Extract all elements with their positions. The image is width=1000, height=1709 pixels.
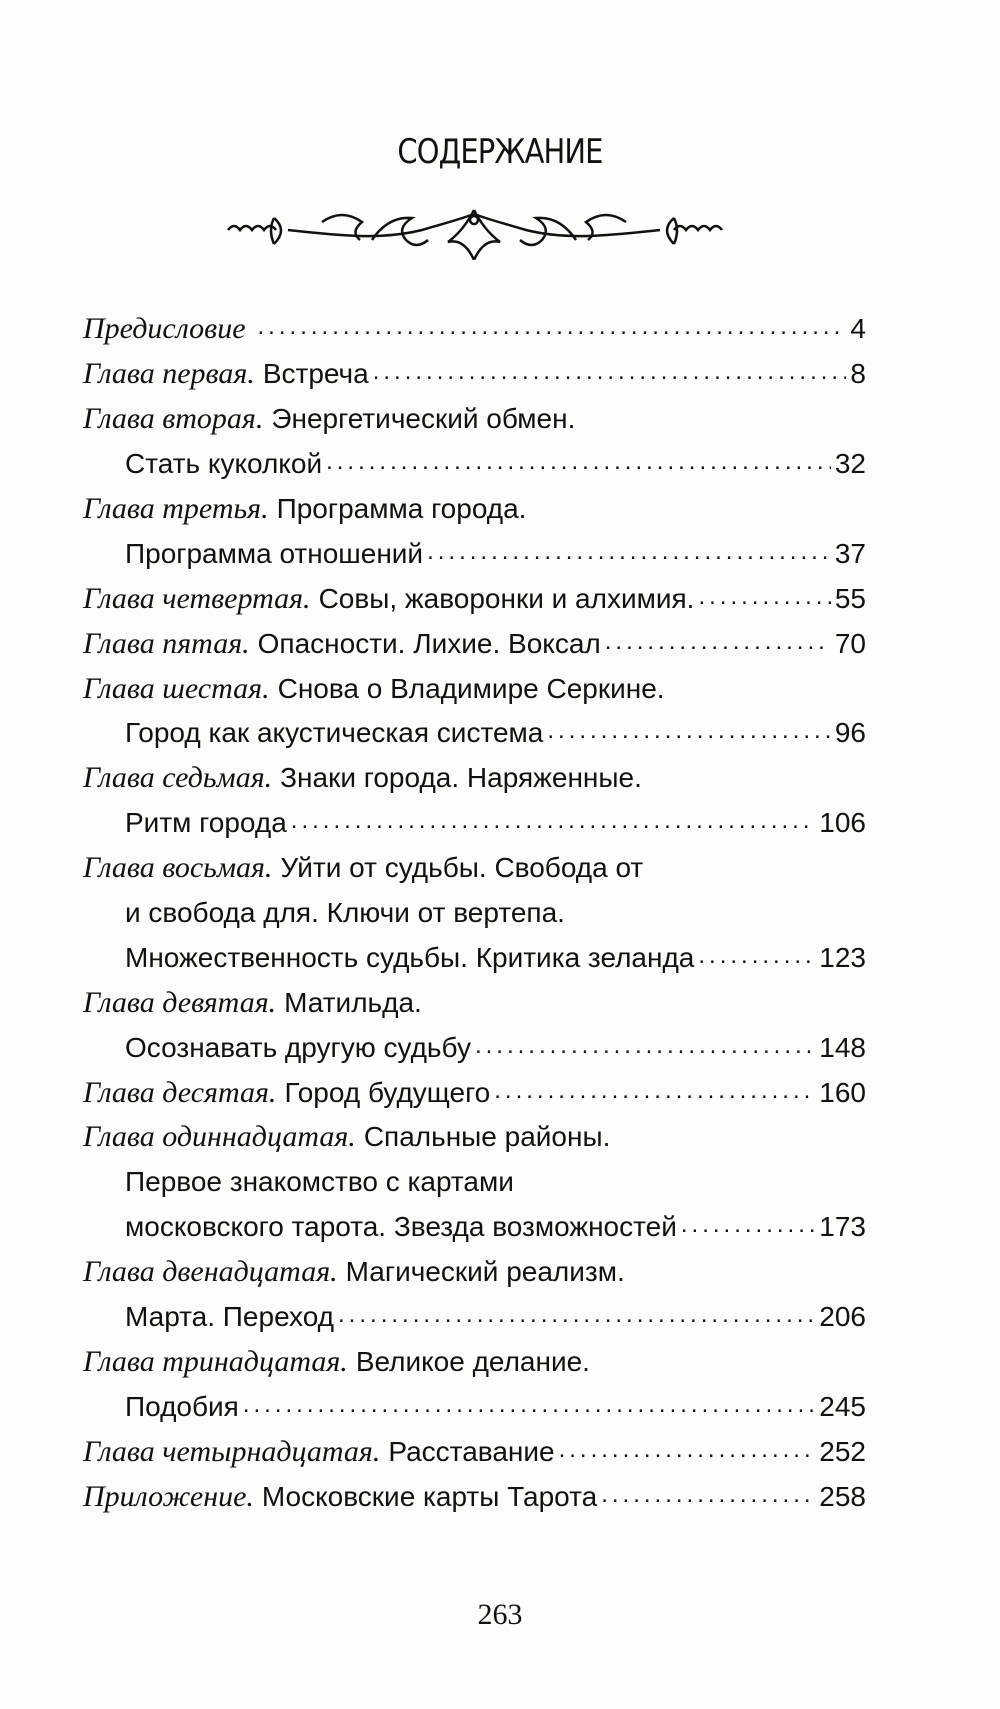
page-title: СОДЕРЖАНИЕ	[397, 132, 603, 172]
leader-dots	[475, 1034, 815, 1062]
chapter-title: Программа города.	[276, 493, 527, 524]
toc-entry	[83, 980, 866, 1025]
toc-entry	[83, 801, 866, 846]
page-reference: 206	[819, 1301, 866, 1333]
leader-dots	[559, 1438, 816, 1466]
page-reference: 258	[819, 1480, 866, 1512]
chapter-label: Глава вторая.	[83, 402, 264, 436]
toc-entry	[83, 352, 866, 397]
toc-entry	[83, 307, 866, 352]
chapter-title: Энергетический обмен.	[271, 403, 576, 435]
chapter-title: Встреча	[262, 358, 369, 390]
chapter-title: Расставание	[388, 1435, 555, 1467]
toc-entry	[83, 1250, 866, 1295]
toc-entry	[83, 397, 866, 442]
leader-dots	[291, 809, 816, 837]
toc-entry	[83, 1025, 866, 1070]
chapter-label: Глава девятая.	[83, 985, 277, 1019]
chapter-title: Магический реализм.	[345, 1256, 625, 1288]
page-reference: 32	[834, 448, 866, 480]
page-reference: 148	[819, 1031, 866, 1063]
leader-dots	[681, 1213, 815, 1241]
toc-entry	[83, 531, 866, 576]
chapter-title: и свобода для. Ключи от вертепа.	[125, 897, 565, 929]
toc-entry	[83, 1295, 866, 1340]
chapter-title: московского тарота. Звезда возможностей	[125, 1211, 677, 1243]
page-reference: 160	[819, 1076, 866, 1108]
page-reference: 96	[834, 717, 866, 749]
toc-entry	[83, 756, 866, 801]
chapter-label: Глава первая.	[83, 357, 255, 391]
toc-entry	[83, 1384, 866, 1429]
leader-dots	[427, 540, 831, 568]
chapter-label: Глава тринадцатая.	[83, 1344, 348, 1378]
chapter-title: Множественность судьбы. Критика зеланда	[125, 941, 695, 973]
page-reference: 123	[819, 941, 866, 973]
chapter-title: Уйти от судьбы. Свобода от	[280, 852, 644, 884]
chapter-title: Опасности. Лихие. Воксал	[257, 627, 601, 659]
chapter-title: Великое делание.	[355, 1345, 590, 1377]
chapter-label: Глава восьмая.	[83, 851, 273, 885]
chapter-title: Московские карты Тарота	[261, 1480, 598, 1512]
toc-entry	[83, 1160, 866, 1205]
page-reference: 252	[819, 1435, 866, 1467]
chapter-title: Программа отношений	[125, 537, 424, 569]
page-reference: 70	[834, 627, 866, 659]
chapter-title: Спальные районы.	[363, 1121, 611, 1153]
page-reference: 4	[850, 313, 866, 345]
leader-dots	[698, 944, 815, 972]
leader-dots	[547, 719, 830, 747]
chapter-label: Глава одиннадцатая.	[83, 1120, 356, 1154]
chapter-label: Глава четвертая.	[83, 581, 311, 615]
leader-dots	[326, 450, 831, 478]
chapter-title: Знаки города. Наряженные.	[280, 762, 642, 794]
table-of-contents	[83, 307, 866, 1519]
toc-entry	[83, 891, 866, 936]
leader-dots	[601, 1483, 815, 1511]
chapter-title: Осознавать другую судьбу	[125, 1031, 471, 1063]
chapter-label: Глава седьмая.	[83, 761, 273, 795]
toc-entry	[83, 621, 866, 666]
toc-entry	[83, 666, 866, 711]
toc-entry	[83, 1205, 866, 1250]
leader-dots	[373, 360, 847, 388]
leader-dots	[494, 1079, 815, 1107]
page-reference: 173	[819, 1211, 866, 1243]
leader-dots	[605, 630, 831, 658]
chapter-label: Глава пятая.	[83, 626, 250, 660]
toc-entry	[83, 1474, 866, 1519]
toc-entry	[83, 1429, 866, 1474]
leader-dots	[243, 1393, 815, 1421]
chapter-label: Предисловие	[83, 312, 246, 346]
toc-entry	[83, 1115, 866, 1160]
chapter-title: Город будущего	[284, 1076, 491, 1108]
chapter-label: Приложение.	[83, 1479, 254, 1513]
chapter-label: Глава десятая.	[83, 1075, 277, 1109]
page-reference: 245	[819, 1390, 866, 1422]
toc-entry	[83, 487, 866, 532]
chapter-title: Совы, жаворонки и алхимия.	[318, 582, 695, 614]
leader-dots	[338, 1303, 815, 1331]
chapter-label: Глава четырнадцатая.	[83, 1434, 381, 1468]
floral-ornament-icon	[222, 200, 726, 260]
toc-entry	[83, 1070, 866, 1115]
page-reference: 106	[819, 807, 866, 839]
chapter-label: Глава шестая.	[83, 671, 270, 705]
leader-dots	[698, 585, 830, 613]
chapter-title: Ритм города	[125, 807, 287, 839]
chapter-title: Город как акустическая система	[125, 717, 544, 749]
chapter-title: Подобия	[125, 1390, 239, 1422]
page-reference: 37	[834, 537, 866, 569]
chapter-title: Стать куколкой	[125, 448, 323, 480]
toc-entry	[83, 576, 866, 621]
chapter-title: Матильда.	[284, 986, 422, 1018]
toc-entry	[83, 935, 866, 980]
toc-entry	[83, 711, 866, 756]
chapter-label: Глава двенадцатая.	[83, 1255, 338, 1289]
toc-entry	[83, 442, 866, 487]
page-reference: 55	[834, 582, 866, 614]
chapter-title: Снова о Владимире Серкине.	[277, 672, 665, 704]
leader-dots	[258, 315, 847, 343]
chapter-title: Марта. Переход	[125, 1301, 335, 1333]
page-number: 263	[477, 1598, 523, 1631]
page-reference: 8	[850, 358, 866, 390]
toc-entry	[83, 846, 866, 891]
toc-entry	[83, 1339, 866, 1384]
chapter-title: Первое знакомство с картами	[125, 1166, 514, 1198]
chapter-label: Глава третья.	[83, 492, 269, 525]
